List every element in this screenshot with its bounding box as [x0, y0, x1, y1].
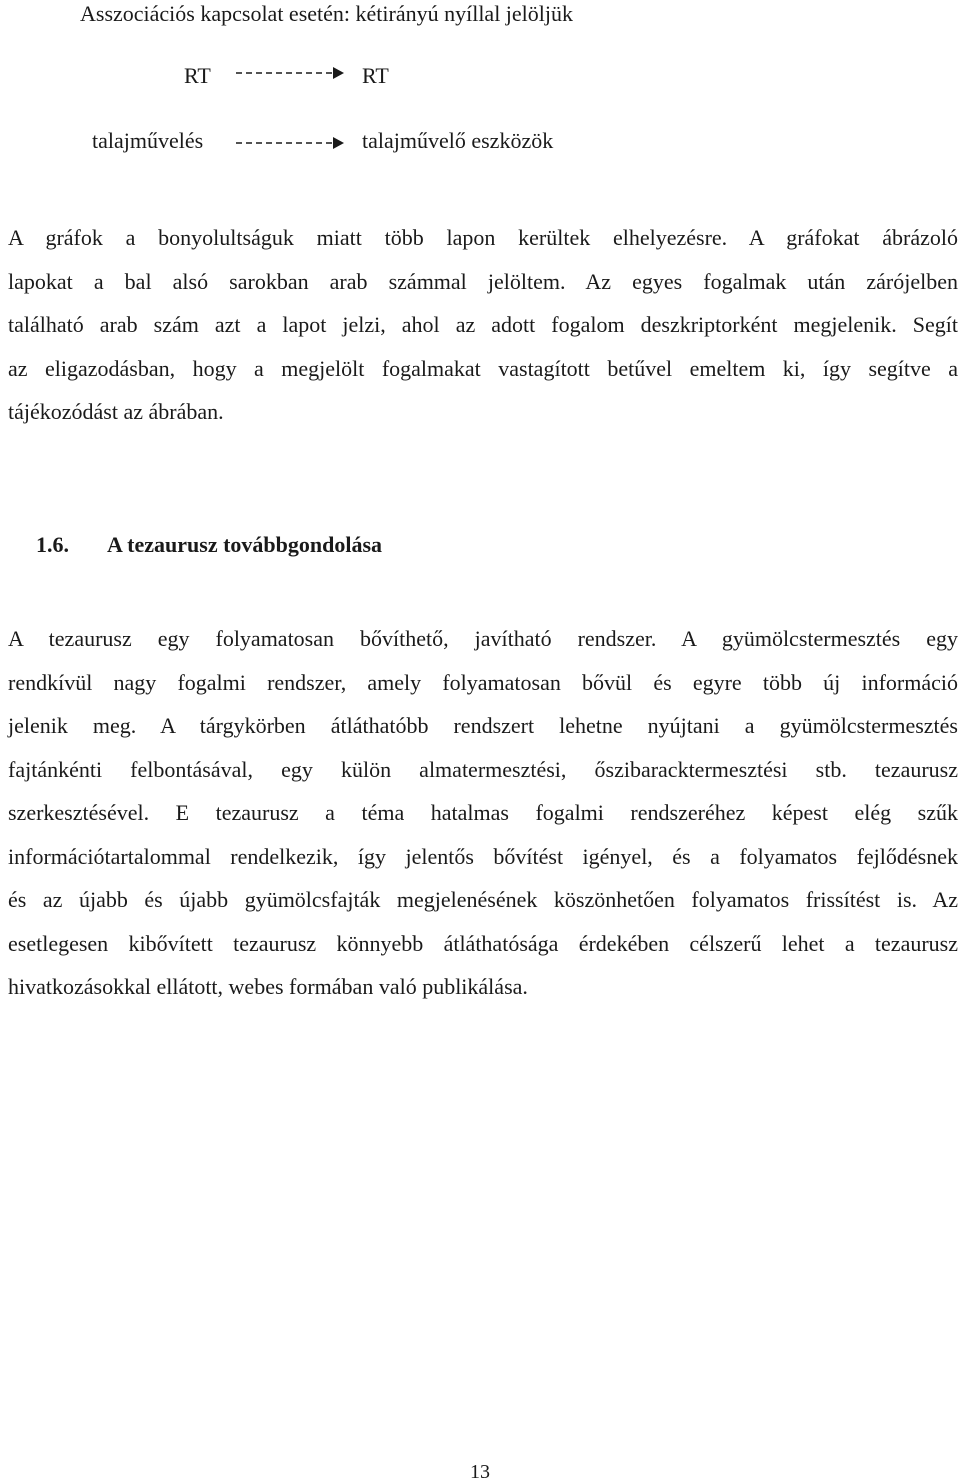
- paragraph-line: található arab szám azt a lapot jelzi, ahol az adott fogalom deszkriptorként megjelenik. Segít: [8, 312, 958, 337]
- paragraph-line: és az újabb és újabb gyümölcsfajták megjelenésének köszönhetően folyamatos frissítést is. Az: [8, 887, 958, 912]
- paragraph-line: fajtánkénti felbontásával, egy külön almatermesztési, őszibaracktermesztési stb. tezaurusz: [8, 756, 958, 782]
- paragraph-line: jelenik meg. A tárgykörben átláthatóbb rendszert lehetne nyújtani a gyümölcstermesztés: [8, 713, 958, 738]
- paragraph-line: esetlegesen kibővített tezaurusz könnyebb átláthatósága érdekében célszerű lehet a tezaurusz: [8, 930, 958, 956]
- paragraph-graphs: [8, 216, 958, 434]
- section-number: 1.6.: [36, 532, 69, 557]
- paragraph-line: rendkívül nagy fogalmi rendszer, amely folyamatosan bővül és egyre több új információ: [8, 669, 958, 695]
- paragraph-line: tájékozódást az ábrában.: [8, 399, 224, 424]
- relation-1-to: RT: [362, 63, 389, 88]
- relation-2-to: talajművelő eszközök: [362, 128, 554, 153]
- page-number: 13: [470, 1461, 490, 1483]
- paragraph-line: lapokat a bal alsó sarokban arab számmal jelöltem. Az egyes fogalmak után zárójelben: [8, 268, 958, 294]
- intro-text: Asszociációs kapcsolat esetén: kétirányú nyíllal jelöljük: [80, 1, 574, 26]
- paragraph-thesaurus: [8, 617, 958, 1009]
- paragraph-line: szerkesztésével. E tezaurusz a téma hatalmas fogalmi rendszeréhez képest elég szűk: [8, 800, 958, 825]
- relation-1-from: RT: [184, 63, 211, 88]
- relation-2-from: talajművelés: [92, 128, 204, 153]
- paragraph-line: hivatkozásokkal ellátott, webes formában való publikálása.: [8, 974, 528, 999]
- paragraph-line: A tezaurusz egy folyamatosan bővíthető, javítható rendszer. A gyümölcstermesztés egy: [8, 626, 958, 651]
- paragraph-line: az eligazodásban, hogy a megjelölt fogalmakat vastagított betűvel emeltem ki, így segítve a: [8, 355, 958, 381]
- section-title: A tezaurusz továbbgondolása: [107, 532, 383, 557]
- dashed-arrow-icon: [236, 66, 346, 80]
- paragraph-line: A gráfok a bonyolultságuk miatt több lapon kerültek elhelyezésre. A gráfokat ábrázoló: [8, 225, 958, 250]
- paragraph-line: információtartalommal rendelkezik, így jelentős bővítést igényel, és a folyamatos fejlődésnek: [8, 843, 958, 869]
- dashed-arrow-icon: [236, 136, 346, 150]
